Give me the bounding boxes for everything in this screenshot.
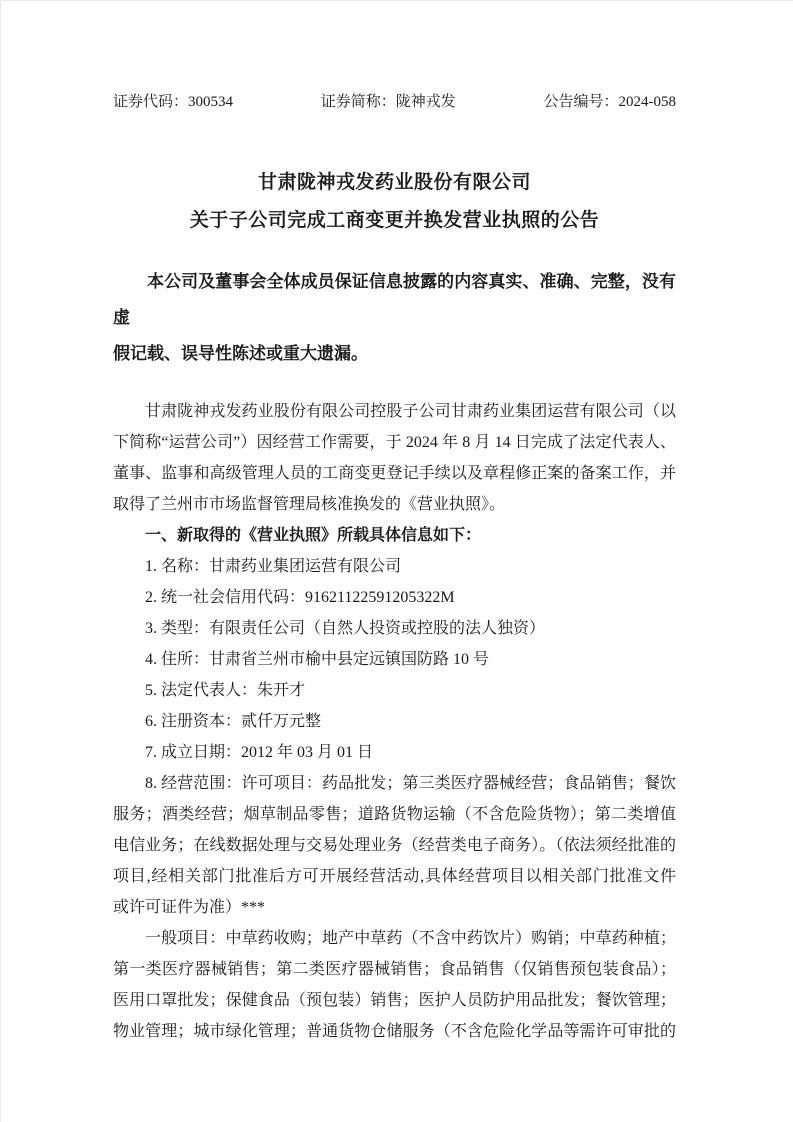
general-items-line-4: 物业管理；城市绿化管理；普通货物仓储服务（不含危险化学品等需许可审批的 (113, 1023, 676, 1040)
business-scope-line-4: 项目,经相关部门批准后方可开展经营活动,具体经营项目以相关部门批准文件 (113, 868, 676, 885)
document-title: 甘肃陇神戎发药业股份有限公司 (257, 172, 531, 193)
section-one-heading: 一、新取得的《营业执照》所载具体信息如下： (145, 527, 482, 544)
license-item-establishment-date: 7. 成立日期：2012 年 03 月 01 日 (145, 744, 374, 761)
general-items-paragraph (113, 923, 676, 1047)
intro-line-4: 取得了兰州市市场监督管理局核准换发的《营业执照》。 (113, 496, 506, 513)
general-items-line-2: 第一类医疗器械销售；第二类医疗器械销售；食品销售（仅销售预包装食品）； (113, 961, 676, 978)
license-item-credit-code: 2. 统一社会信用代码：91621122591205322M (145, 589, 455, 606)
license-item-address: 4. 住所：甘肃省兰州市榆中县定远镇国防路 10 号 (145, 651, 490, 668)
intro-line-1: 甘肃陇神戎发药业股份有限公司控股子公司甘肃药业集团运营有限公司（以 (145, 403, 676, 420)
license-item-legal-representative: 5. 法定代表人：朱开才 (145, 682, 306, 699)
disclaimer-line-1: 本公司及董事会全体成员保证信息披露的内容真实、准确、完整，没有虚 (113, 272, 676, 327)
disclaimer-paragraph (113, 264, 676, 372)
header-stock-code: 证券代码：300534 (113, 94, 234, 110)
business-scope-line-5: 或许可证件为准）*** (113, 899, 266, 916)
business-scope-line-2: 服务；酒类经营；烟草制品零售；道路货物运输（不含危险货物）；第二类增值 (113, 806, 676, 823)
header-announcement-number: 公告编号：2024-058 (543, 94, 676, 110)
intro-paragraph (113, 396, 676, 520)
business-scope-line-3: 电信业务；在线数据处理与交易处理业务（经营类电子商务）。（依法须经批准的 (113, 837, 676, 854)
document-subtitle: 关于子公司完成工商变更并换发营业执照的公告 (189, 210, 600, 231)
document-title-block (113, 164, 676, 240)
header-stock-abbr: 证券简称：陇神戎发 (320, 94, 456, 110)
securities-header-row (113, 92, 676, 112)
license-info-list (113, 551, 676, 768)
business-scope-paragraph (113, 768, 676, 923)
general-items-line-1: 一般项目：中草药收购；地产中草药（不含中药饮片）购销；中草药种植； (145, 930, 676, 947)
business-scope-line-1: 8. 经营范围：许可项目：药品批发；第三类医疗器械经营；食品销售；餐饮 (145, 775, 676, 792)
intro-line-3: 董事、监事和高级管理人员的工商变更登记手续以及章程修正案的备案工作，并 (113, 465, 676, 482)
announcement-body (113, 396, 676, 1047)
disclaimer-line-2: 假记载、误导性陈述或重大遗漏。 (113, 344, 368, 363)
license-item-name: 1. 名称：甘肃药业集团运营有限公司 (145, 558, 402, 575)
license-item-type: 3. 类型：有限责任公司（自然人投资或控股的法人独资） (145, 620, 546, 637)
license-item-registered-capital: 6. 注册资本：贰仟万元整 (145, 713, 322, 730)
intro-line-2: 下简称“运营公司”）因经营工作需要，于 2024 年 8 月 14 日完成了法定代表人、 (113, 434, 676, 451)
general-items-line-3: 医用口罩批发；保健食品（预包装）销售；医护人员防护用品批发；餐饮管理； (113, 992, 676, 1009)
